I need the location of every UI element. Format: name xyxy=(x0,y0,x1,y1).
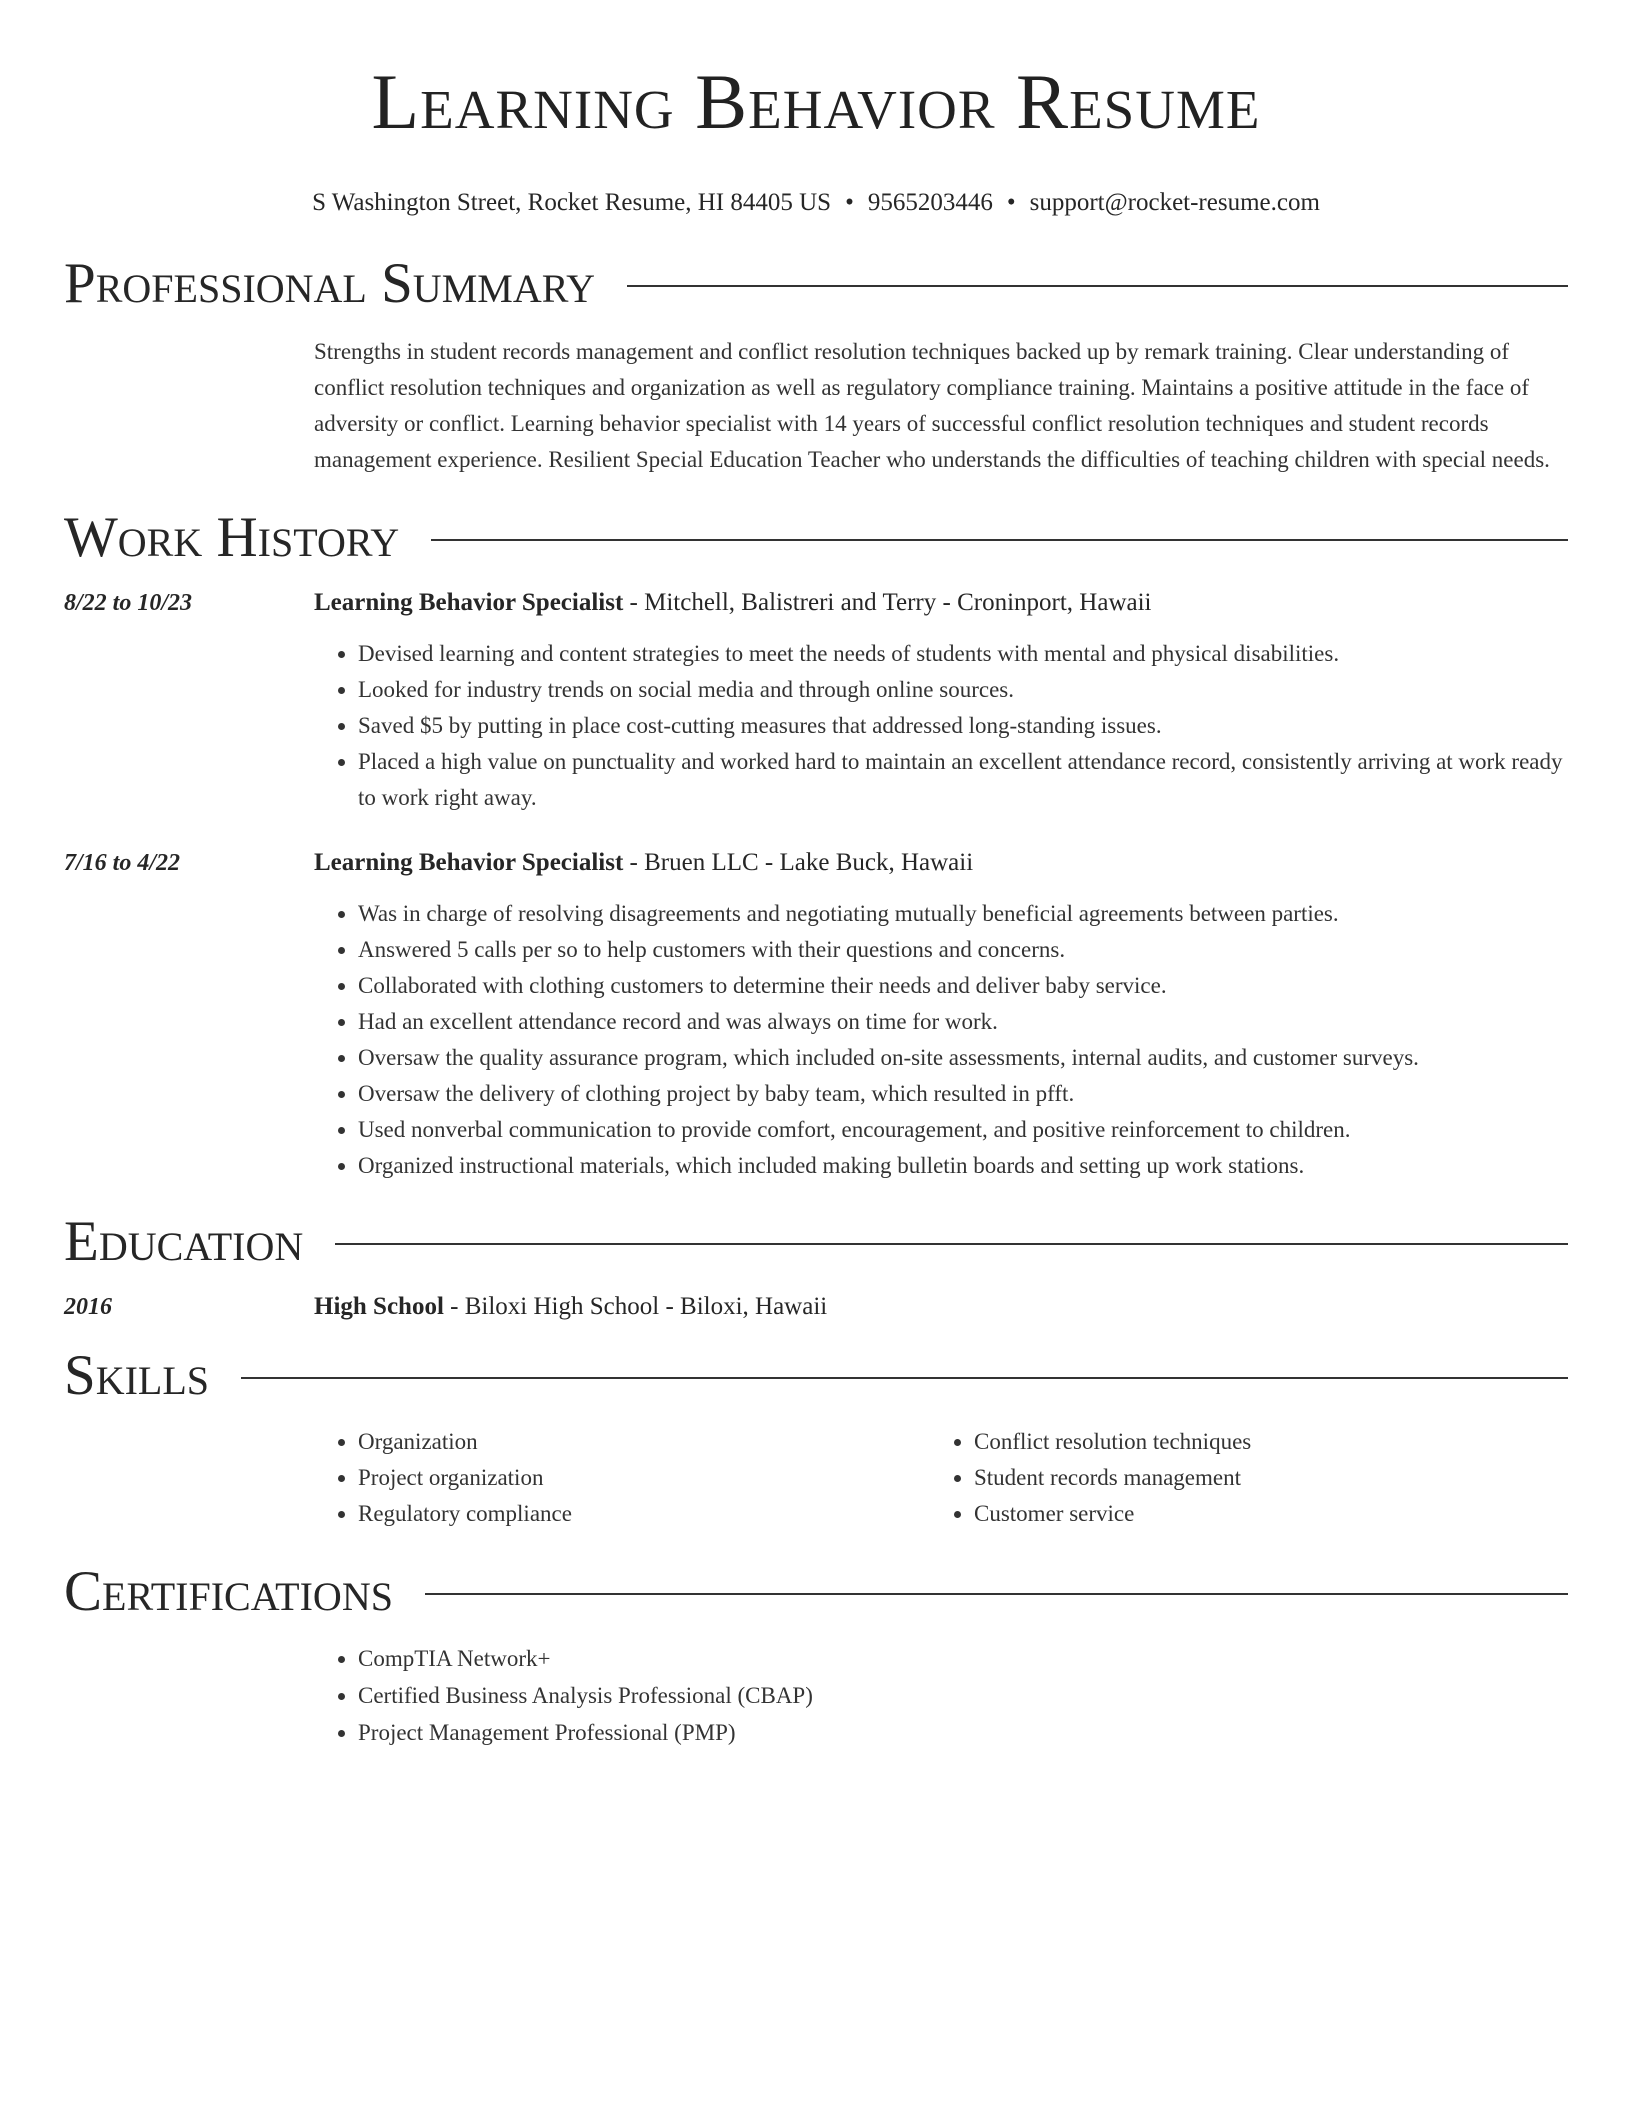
job-headline xyxy=(314,586,1568,620)
education-headline xyxy=(314,1290,1568,1324)
skills-list-left xyxy=(314,1424,930,1532)
education-content xyxy=(314,1290,1568,1324)
job-title: Learning Behavior Specialist xyxy=(314,589,624,616)
contact-email: support@rocket-resume.com xyxy=(1029,189,1320,216)
job-bullet: • Answered 5 calls per so to help customers with their questions and concerns. xyxy=(358,932,1568,968)
education-degree: High School xyxy=(314,1293,444,1320)
job-entry xyxy=(64,846,1568,1184)
certification-item: • Project Management Professional (PMP) xyxy=(358,1714,1568,1751)
skills-heading: Skills xyxy=(64,1344,210,1407)
job-bullet: • Organized instructional materials, which included making bulletin boards and setting up work stations. xyxy=(358,1148,1568,1184)
summary-text: Strengths in student records management and conflict resolution techniques backed up by remark training. Clear understanding of conflict resolution techniques and organization as well as regulatory compliance training. Maintains a positive attitude in the face of adversity or conflict. Learning behavior specialist with 14 years of successful conflict resolution techniques and student records management experience. Resilient Special Education Teacher who understands the difficulties of teaching children with special needs. xyxy=(314,339,1550,472)
certifications-heading: Certifications xyxy=(64,1560,393,1623)
skills-section-header xyxy=(64,1344,1568,1408)
certification-item: • CompTIA Network+ xyxy=(358,1640,1568,1677)
education-heading: Education xyxy=(64,1210,304,1273)
job-bullet: • Had an excellent attendance record and was always on time for work. xyxy=(358,1004,1568,1040)
job-entry xyxy=(64,586,1568,816)
skills-list-right xyxy=(930,1424,1546,1532)
skill-item: • Customer service xyxy=(974,1496,1546,1532)
summary-heading: Professional Summary xyxy=(64,252,596,315)
section-divider xyxy=(425,1593,1568,1595)
skill-item: • Project organization xyxy=(358,1460,930,1496)
certifications-body xyxy=(314,1640,1568,1751)
skill-item: • Regulatory compliance xyxy=(358,1496,930,1532)
job-bullet: • Placed a high value on punctuality and worked hard to maintain an excellent attendance record, consistently arriving at work ready to work right away. xyxy=(358,744,1568,816)
job-bullet: • Was in charge of resolving disagreements and negotiating mutually beneficial agreements between parties. xyxy=(358,896,1568,932)
job-dates: 8/22 to 10/23 xyxy=(64,590,193,616)
job-content xyxy=(314,846,1568,1184)
job-bullet: • Used nonverbal communication to provide comfort, encouragement, and positive reinforcement to children. xyxy=(358,1112,1568,1148)
job-title: Learning Behavior Specialist xyxy=(314,849,624,876)
job-dates: 7/16 to 4/22 xyxy=(64,850,181,876)
certifications-section-header xyxy=(64,1560,1568,1624)
job-bullet: • Looked for industry trends on social media and through online sources. xyxy=(358,672,1568,708)
skill-item: • Organization xyxy=(358,1424,930,1460)
section-divider xyxy=(627,285,1568,287)
contact-line xyxy=(64,186,1568,220)
job-bullet: • Oversaw the quality assurance program, which included on-site assessments, internal audits, and customer surveys. xyxy=(358,1040,1568,1076)
section-divider xyxy=(241,1377,1568,1379)
work-section-header xyxy=(64,506,1568,570)
job-employer: - Bruen LLC - Lake Buck, Hawaii xyxy=(623,849,974,876)
summary-section-header xyxy=(64,252,1568,316)
certification-item: • Certified Business Analysis Professional (CBAP) xyxy=(358,1677,1568,1714)
education-entry xyxy=(64,1290,1568,1324)
job-bullet-list xyxy=(314,896,1568,1184)
work-heading: Work History xyxy=(64,506,400,569)
section-divider xyxy=(335,1243,1568,1245)
contact-address: S Washington Street, Rocket Resume, HI 84405 US xyxy=(312,189,832,216)
education-school: - Biloxi High School - Biloxi, Hawaii xyxy=(443,1293,828,1320)
job-bullet: • Collaborated with clothing customers to determine their needs and deliver baby service. xyxy=(358,968,1568,1004)
contact-separator: • xyxy=(1006,189,1016,216)
job-bullet-list xyxy=(314,636,1568,816)
job-bullet: • Saved $5 by putting in place cost-cutting measures that addressed long-standing issues. xyxy=(358,708,1568,744)
education-year: 2016 xyxy=(64,1294,112,1320)
education-section-header xyxy=(64,1210,1568,1274)
job-employer: - Mitchell, Balistreri and Terry - Croninport, Hawaii xyxy=(623,589,1152,616)
section-divider xyxy=(431,539,1568,541)
job-headline xyxy=(314,846,1568,880)
job-content xyxy=(314,586,1568,816)
skill-item: • Conflict resolution techniques xyxy=(974,1424,1546,1460)
contact-separator: • xyxy=(845,189,854,216)
skill-item: • Student records management xyxy=(974,1460,1546,1496)
skills-columns xyxy=(314,1424,1568,1532)
resume-title: Learning Behavior Resume xyxy=(371,58,1261,145)
contact-phone: 9565203446 xyxy=(867,189,993,216)
job-bullet: • Oversaw the delivery of clothing project by baby team, which resulted in pfft. xyxy=(358,1076,1568,1112)
certifications-list xyxy=(314,1640,1568,1751)
job-bullet: • Devised learning and content strategies to meet the needs of students with mental and physical disabilities. xyxy=(358,636,1568,672)
